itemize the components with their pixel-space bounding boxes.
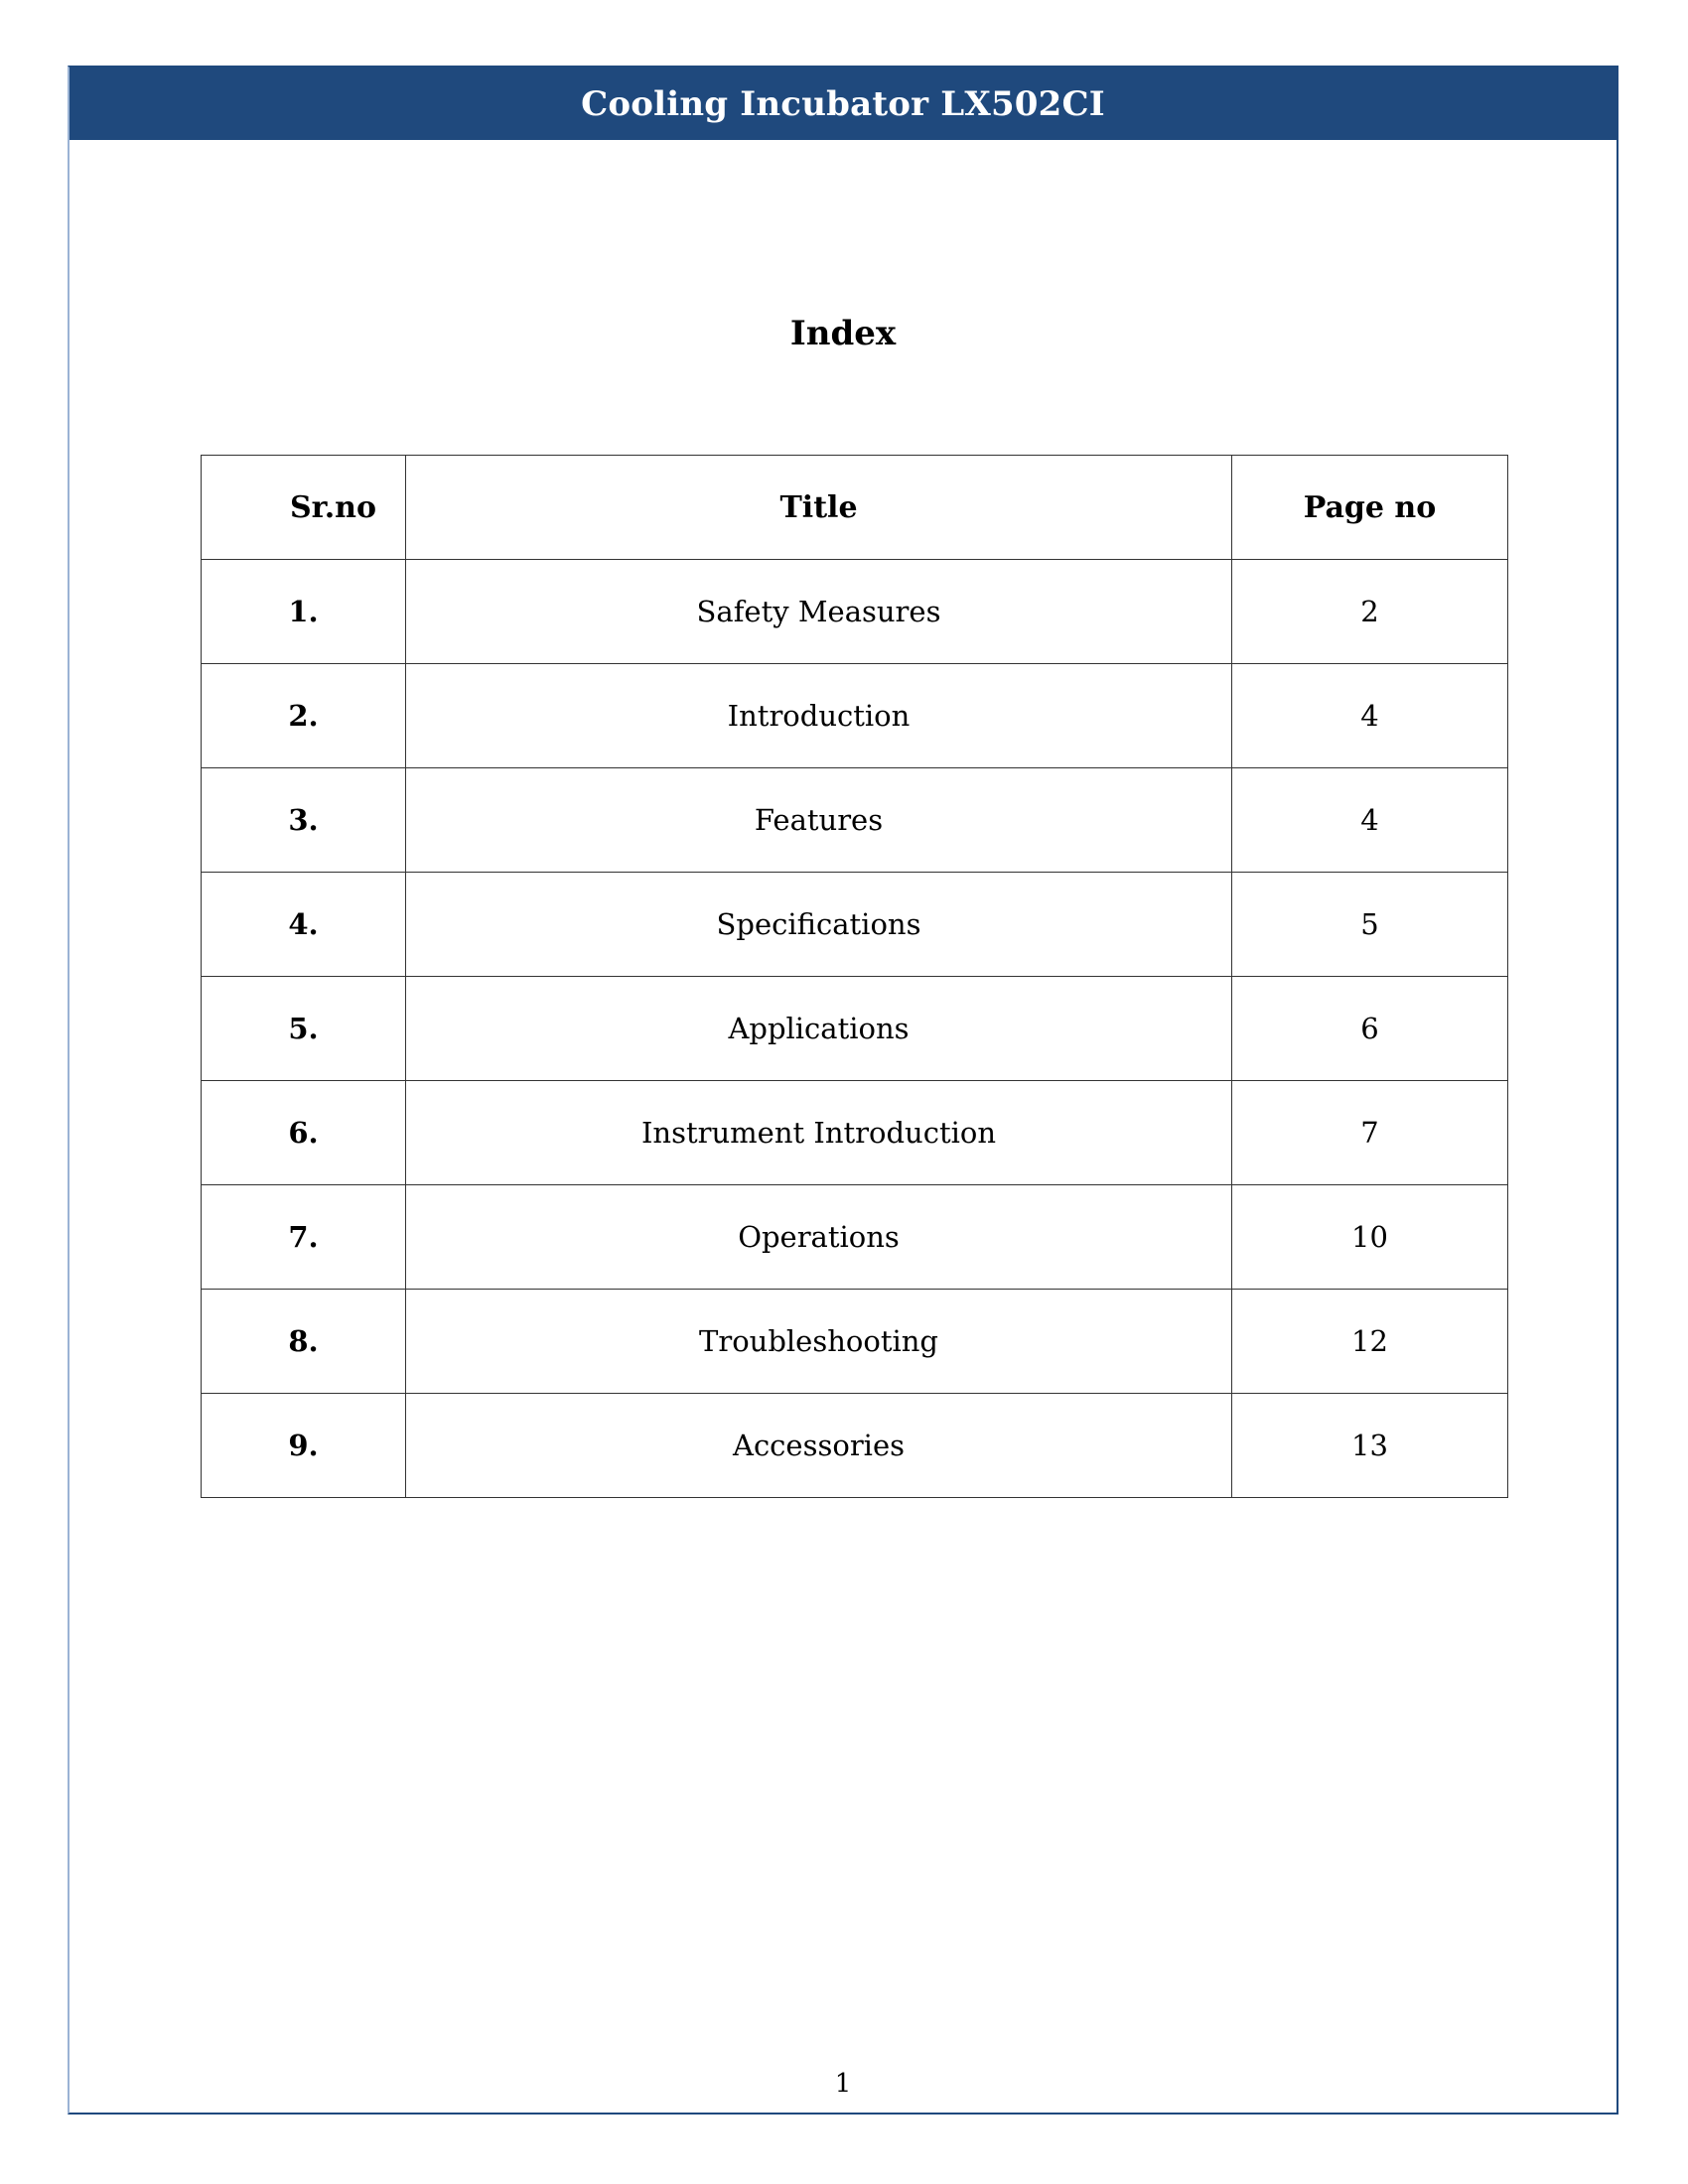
table-header-row bbox=[202, 456, 1508, 560]
table-row bbox=[202, 1290, 1508, 1394]
sr-no-cell: 6. bbox=[202, 1081, 406, 1185]
title-cell: Troubleshooting bbox=[406, 1290, 1232, 1394]
page-frame bbox=[68, 66, 1618, 2115]
sr-no-cell: 2. bbox=[202, 664, 406, 768]
table-row bbox=[202, 873, 1508, 977]
title-cell: Introduction bbox=[406, 664, 1232, 768]
column-header-page-no: Page no bbox=[1232, 456, 1508, 560]
table-row bbox=[202, 1394, 1508, 1498]
title-cell: Safety Measures bbox=[406, 560, 1232, 664]
sr-no-cell: 3. bbox=[202, 768, 406, 873]
sr-no-cell: 9. bbox=[202, 1394, 406, 1498]
page-no-cell: 5 bbox=[1232, 873, 1508, 977]
table-row bbox=[202, 1185, 1508, 1290]
page-no-cell: 4 bbox=[1232, 768, 1508, 873]
table-row bbox=[202, 1081, 1508, 1185]
index-table bbox=[201, 455, 1508, 1498]
table-row bbox=[202, 664, 1508, 768]
table-row bbox=[202, 977, 1508, 1081]
index-table-body bbox=[202, 560, 1508, 1498]
page-no-cell: 13 bbox=[1232, 1394, 1508, 1498]
sr-no-cell: 4. bbox=[202, 873, 406, 977]
page-no-cell: 4 bbox=[1232, 664, 1508, 768]
page-no-cell: 6 bbox=[1232, 977, 1508, 1081]
title-cell: Features bbox=[406, 768, 1232, 873]
column-header-sr-no: Sr.no bbox=[202, 456, 406, 560]
page-no-cell: 12 bbox=[1232, 1290, 1508, 1394]
table-row bbox=[202, 560, 1508, 664]
column-header-title: Title bbox=[406, 456, 1232, 560]
page-no-cell: 10 bbox=[1232, 1185, 1508, 1290]
sr-no-cell: 1. bbox=[202, 560, 406, 664]
title-cell: Instrument Introduction bbox=[406, 1081, 1232, 1185]
index-heading: Index bbox=[789, 314, 897, 353]
document-title: Cooling Incubator LX502CI bbox=[581, 83, 1105, 124]
page-no-cell: 2 bbox=[1232, 560, 1508, 664]
title-cell: Specifications bbox=[406, 873, 1232, 977]
header-bar bbox=[70, 68, 1617, 140]
page-number: 1 bbox=[834, 2069, 852, 2099]
sr-no-cell: 7. bbox=[202, 1185, 406, 1290]
table-row bbox=[202, 768, 1508, 873]
title-cell: Applications bbox=[406, 977, 1232, 1081]
sr-no-cell: 5. bbox=[202, 977, 406, 1081]
page-no-cell: 7 bbox=[1232, 1081, 1508, 1185]
title-cell: Operations bbox=[406, 1185, 1232, 1290]
title-cell: Accessories bbox=[406, 1394, 1232, 1498]
sr-no-cell: 8. bbox=[202, 1290, 406, 1394]
